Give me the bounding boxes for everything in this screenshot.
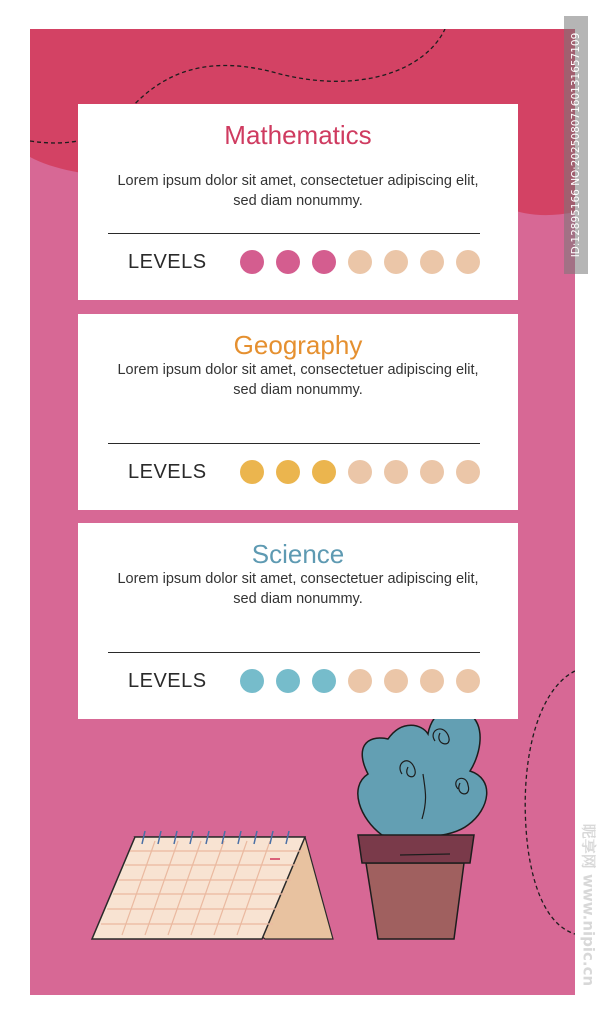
level-dot-empty [420, 460, 444, 484]
level-dot-filled [276, 669, 300, 693]
dashed-curve-right [525, 671, 575, 934]
level-dot-filled [312, 669, 336, 693]
calendar-illustration [92, 831, 333, 939]
level-dot-filled [276, 460, 300, 484]
level-dot-empty [348, 669, 372, 693]
watermark-id-text: ID:12895166 NO:20250807160131657109 [570, 32, 582, 258]
subject-card [78, 523, 518, 719]
levels-label: LEVELS [128, 461, 207, 483]
level-dot-filled [240, 250, 264, 274]
level-dot-empty [456, 669, 480, 693]
plant-illustration [358, 706, 487, 939]
watermark-site [580, 800, 598, 1010]
levels-label: LEVELS [128, 251, 207, 273]
card-divider [108, 233, 480, 234]
card-description: Lorem ipsum dolor sit amet, consectetuer adipiscing elit, sed diam nonummy. [117, 173, 479, 209]
level-dot-empty [420, 669, 444, 693]
level-dot-empty [384, 250, 408, 274]
card-description: Lorem ipsum dolor sit amet, consectetuer adipiscing elit, sed diam nonummy. [117, 362, 479, 398]
plant-pot-body [366, 863, 464, 939]
level-dot-empty [348, 250, 372, 274]
infographic-poster [30, 29, 575, 995]
level-dot-filled [312, 250, 336, 274]
subject-card [78, 314, 518, 510]
level-dot-empty [456, 250, 480, 274]
level-dot-filled [312, 460, 336, 484]
level-dot-empty [384, 460, 408, 484]
level-dot-filled [240, 669, 264, 693]
level-dot-filled [276, 250, 300, 274]
level-dot-empty [348, 460, 372, 484]
watermark-site-text: 昵享网 www.nipic.cn [579, 823, 598, 987]
card-title: Geography [233, 330, 363, 360]
card-title: Mathematics [224, 120, 372, 150]
watermark-id [564, 16, 588, 274]
card-description: Lorem ipsum dolor sit amet, consectetuer adipiscing elit, sed diam nonummy. [117, 571, 479, 607]
levels-label: LEVELS [128, 670, 207, 692]
card-divider [108, 443, 480, 444]
level-dot-filled [240, 460, 264, 484]
subject-card [78, 104, 518, 300]
level-dot-empty [420, 250, 444, 274]
plant-pot-rim [358, 835, 474, 863]
card-title: Science [251, 539, 345, 569]
level-dot-empty [384, 669, 408, 693]
card-divider [108, 652, 480, 653]
level-dot-empty [456, 460, 480, 484]
